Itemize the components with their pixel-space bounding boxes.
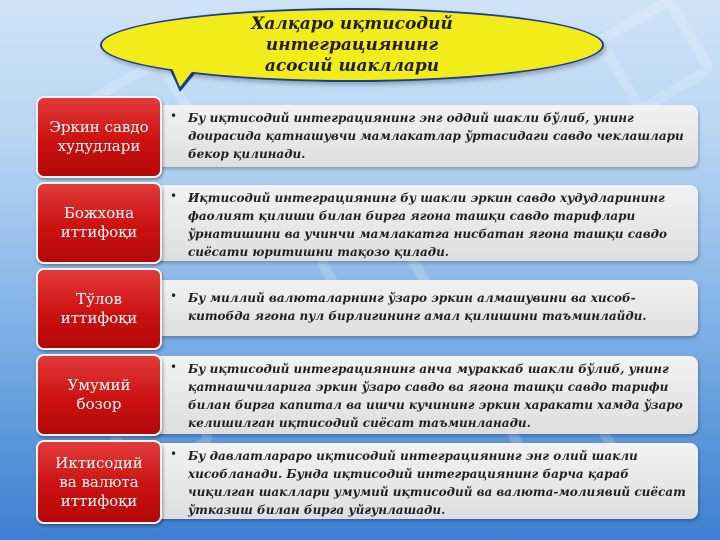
form-description: Иқтисодий интеграциянинг бу шакли эркин савдо худудларининг фаолият қилиши билан бирга ягона ташқи савдо тарифлари ўрнатишини ва учинчи мамлакатга нисбатан ягона ташқи савдо сиёсати юритишни тақозо қилади. xyxy=(188,191,668,259)
integration-form-row xyxy=(36,96,700,178)
form-label-line: иттифоқи xyxy=(60,223,138,241)
form-label-box xyxy=(36,96,162,178)
form-description-box xyxy=(146,356,698,434)
form-label-line: Тўлов xyxy=(76,290,122,308)
form-label-box xyxy=(36,182,162,264)
form-label-line: Эркин савдо xyxy=(49,118,149,136)
bullet-icon: • xyxy=(170,360,178,374)
bullet-icon: • xyxy=(170,189,178,203)
form-label-box xyxy=(36,354,162,436)
integration-form-row xyxy=(36,354,700,436)
title-line-2: асосий шакллари xyxy=(264,55,440,76)
form-description-box xyxy=(146,280,698,336)
page-title xyxy=(172,14,532,77)
form-description-box xyxy=(146,443,698,519)
title-line-1: Халқаро иқтисодий интеграциянинг xyxy=(251,13,453,55)
form-label-line: иттифоқи xyxy=(60,309,138,327)
form-label-line: худудлари xyxy=(57,137,141,155)
integration-form-row xyxy=(36,268,700,350)
form-label-line: Божхона xyxy=(63,204,135,222)
title-bubble-tail-fill xyxy=(172,68,195,87)
bullet-icon: • xyxy=(170,109,178,123)
form-label-line: иттифоқи xyxy=(60,491,138,510)
form-label-line: ва валюта xyxy=(59,472,139,491)
form-description: Бу иқтисодий интеграциянинг анча мураккаб шакли бўлиб, унинг қатнашчиларига эркин ўзаро савдо ва ягона ташқи савдо тарифи билан бирга капитал ва ишчи кучининг эркин харакати хамда ўзаро келишилган иқтисодий сиёсат таъминланади. xyxy=(188,362,683,430)
form-description: Бу иқтисодий интеграциянинг энг оддий шакли бўлиб, унинг доирасида қатнашувчи мамлакатлар ўртасидаги савдо чеклашлари бекор қилинади. xyxy=(188,111,684,161)
form-description-box xyxy=(146,185,698,261)
form-description-box xyxy=(146,105,698,167)
integration-form-row xyxy=(36,182,700,264)
form-label-box xyxy=(36,268,162,350)
form-label-box xyxy=(36,440,162,524)
form-label-line: бозор xyxy=(76,395,122,413)
integration-form-row xyxy=(36,440,700,524)
bullet-icon: • xyxy=(170,289,178,303)
form-label-line: Иктисодий xyxy=(55,453,143,472)
form-label-line: Умумий xyxy=(67,376,131,394)
form-description: Бу миллий валюталарнинг ўзаро эркин алмашувини ва хисоб-китобда ягона пул бирлигининг амал қилишини таъминлайди. xyxy=(188,291,647,323)
form-description: Бу давлатлараро иқтисодий интеграциянинг энг олий шакли хисобланади. Бунда иқтисодий интеграциянинг барча қараб чиқилган шакллари умумий иқтисодий ва валюта-молиявий сиёсат ўтказиш билан бирга уйғунлашади. xyxy=(188,449,686,517)
bullet-icon: • xyxy=(170,447,178,461)
